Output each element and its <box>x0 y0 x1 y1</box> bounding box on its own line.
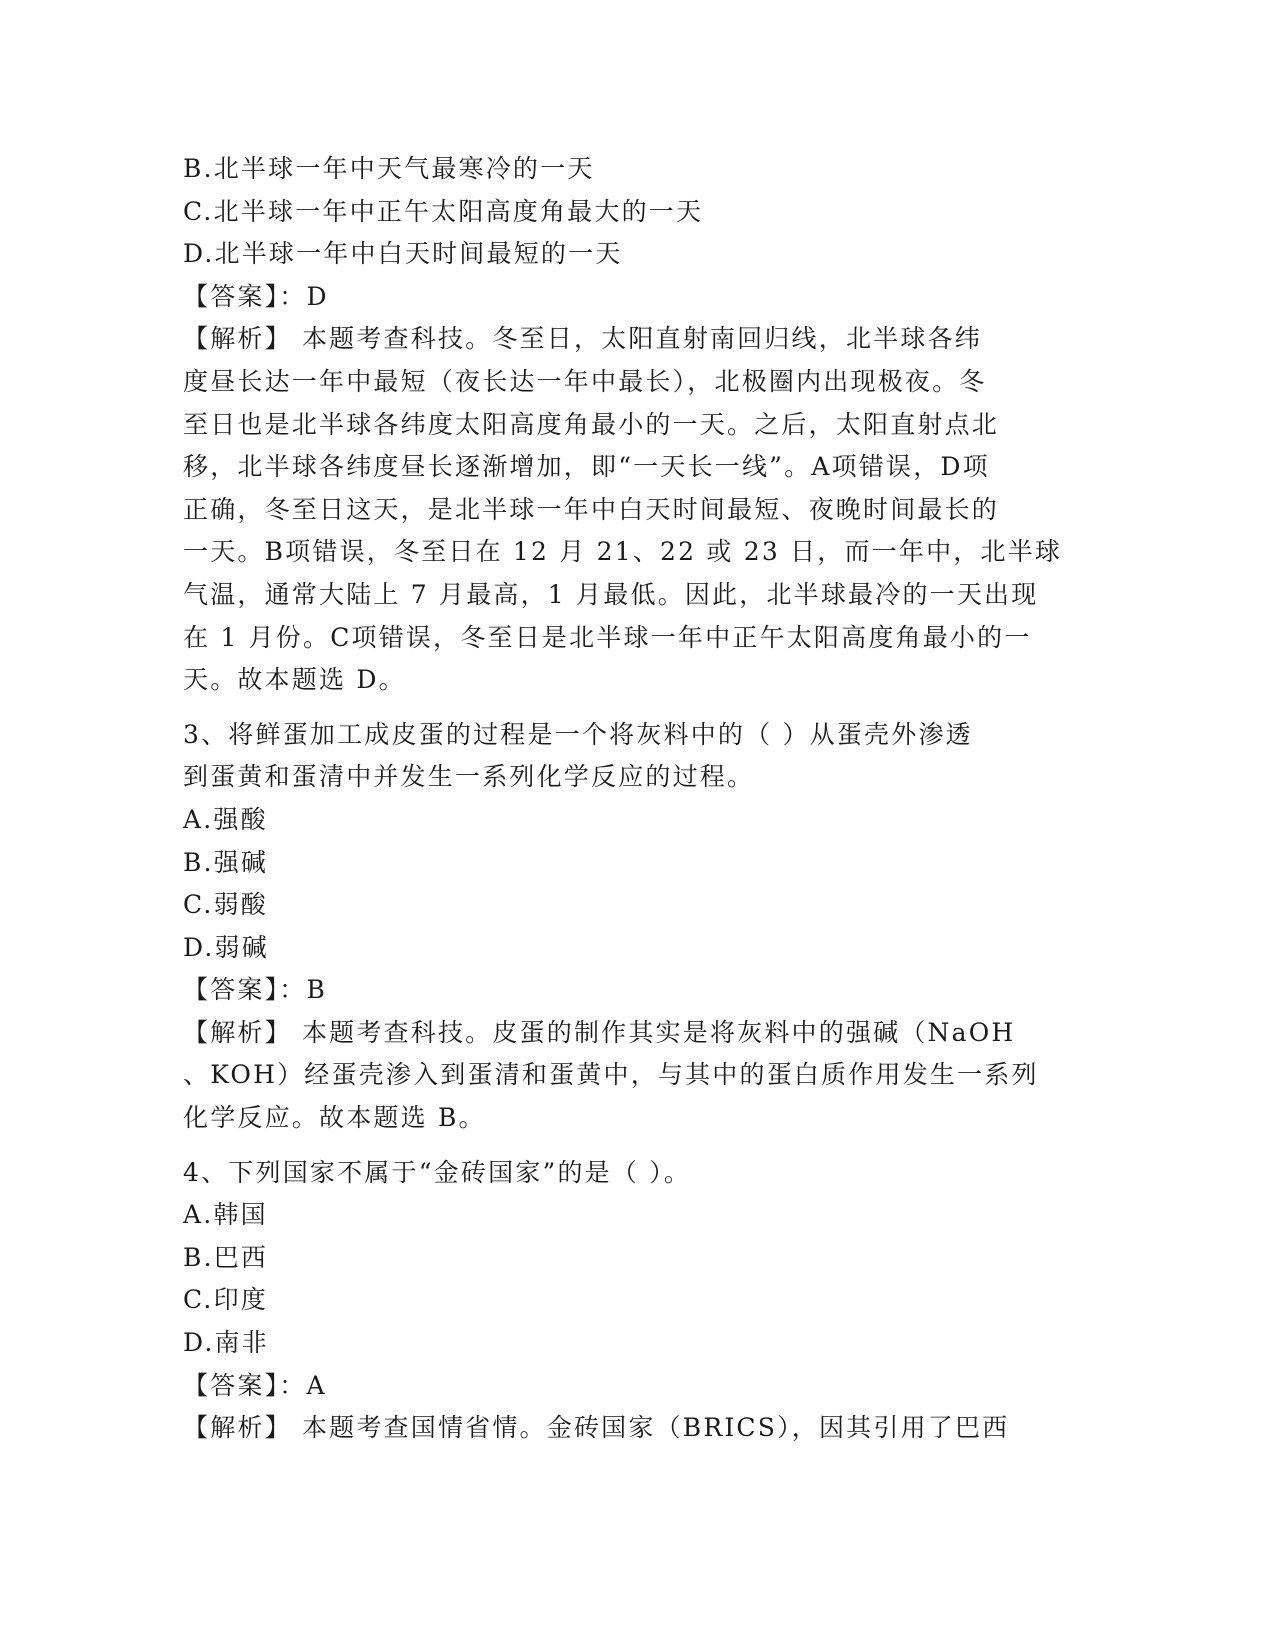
q2-explanation-line: 天。故本题选 D。 <box>183 665 406 695</box>
q2-option-d: D.北半球一年中白天时间最短的一天 <box>183 239 623 269</box>
q3-answer: 【答案】：B <box>183 975 328 1005</box>
q2-explanation-line: 度昼长达一年中最短（夜长达一年中最长），北极圈内出现极夜。冬 <box>183 366 987 396</box>
q2-explanation-line: 【解析】 本题考查科技。冬至日，太阳直射南回归线，北半球各纬 <box>183 324 982 354</box>
q4-option-d: D.南非 <box>183 1328 269 1358</box>
q4-explanation-line: 【解析】 本题考查国情省情。金砖国家（BRICS），因其引用了巴西 <box>183 1413 1010 1443</box>
q4-answer: 【答案】：A <box>183 1370 327 1400</box>
q3-option-c: C.弱酸 <box>183 890 268 920</box>
q2-explanation-line: 在 1 月份。C项错误，冬至日是北半球一年中正午太阳高度角最小的一 <box>183 622 1032 652</box>
q4-option-b: B.巴西 <box>183 1242 269 1272</box>
q2-option-c: C.北半球一年中正午太阳高度角最大的一天 <box>183 196 704 226</box>
q3-option-a: A.强酸 <box>183 804 268 834</box>
q2-explanation-line: 至日也是北半球各纬度太阳高度角最小的一天。之后，太阳直射点北 <box>183 409 1000 439</box>
q3-option-d: D.弱碱 <box>183 932 269 962</box>
q3-question-line: 3、将鲜蛋加工成皮蛋的过程是一个将灰料中的（ ）从蛋壳外渗透 <box>183 719 973 749</box>
document-page <box>183 148 1088 1450</box>
q4-explanation <box>183 1407 1088 1450</box>
q3-explanation-line: 【解析】 本题考查科技。皮蛋的制作其实是将灰料中的强碱（NaOH <box>183 1017 1016 1047</box>
q4-option-a: A.韩国 <box>183 1200 268 1230</box>
q2-explanation-line: 移，北半球各纬度昼长逐渐增加，即“一天长一线”。A项错误，D项 <box>183 452 990 482</box>
q3-question-line: 到蛋黄和蛋清中并发生一系列化学反应的过程。 <box>183 762 755 792</box>
q4-question-line: 4、下列国家不属于“金砖国家”的是（ ）。 <box>183 1157 692 1187</box>
q2-explanation <box>183 318 1088 701</box>
q4-option-c: C.印度 <box>183 1285 268 1315</box>
q3-explanation-line: 化学反应。故本题选 B。 <box>183 1103 486 1133</box>
q2-explanation-line: 正确，冬至日这天，是北半球一年中白天时间最短、夜晚时间最长的 <box>183 494 1000 524</box>
spacer <box>183 1140 1088 1152</box>
question-3-block <box>183 714 1088 1140</box>
question-2-block <box>183 148 1088 702</box>
q2-explanation-line: 气温，通常大陆上 7 月最高，1 月最低。因此，北半球最冷的一天出现 <box>183 579 1039 609</box>
q2-explanation-line: 一天。B项错误，冬至日在 12 月 21、22 或 23 日，而一年中，北半球 <box>183 537 1063 567</box>
question-4-block <box>183 1152 1088 1450</box>
q2-option-b: B.北半球一年中天气最寒冷的一天 <box>183 154 595 183</box>
q3-explanation <box>183 1012 1088 1140</box>
spacer <box>183 702 1088 714</box>
q3-option-b: B.强碱 <box>183 847 269 877</box>
q2-answer: 【答案】：D <box>183 281 329 311</box>
q3-explanation-line: 、KOH）经蛋壳渗入到蛋清和蛋黄中，与其中的蛋白质作用发生一系列 <box>183 1060 1039 1090</box>
